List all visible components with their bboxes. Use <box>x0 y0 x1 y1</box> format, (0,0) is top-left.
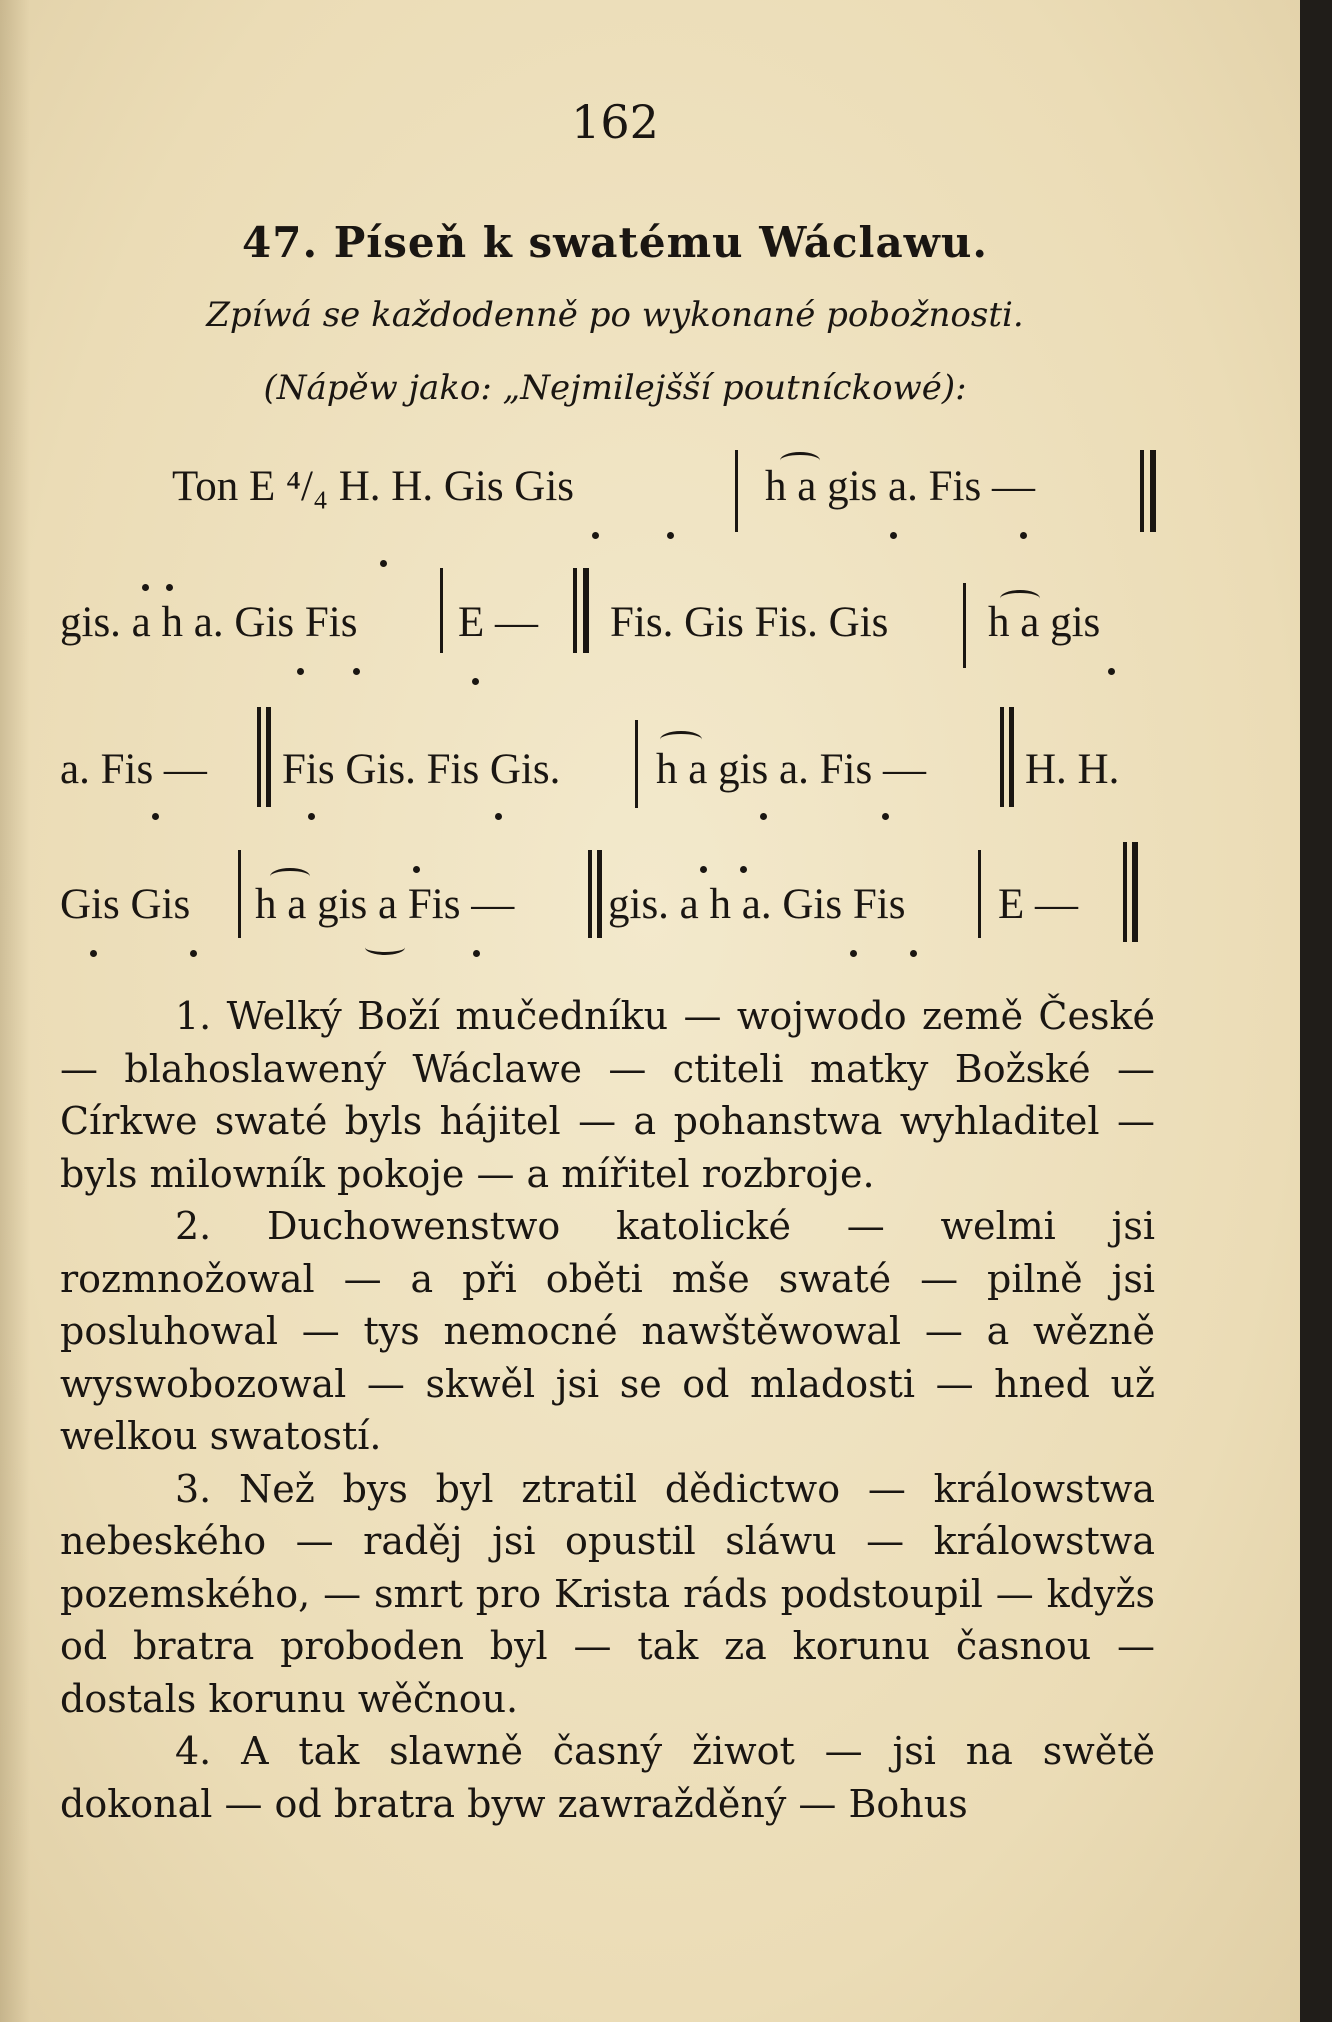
verse-3: 3. Než bys byl ztratil dědictwo — králowstwa nebeského — raděj jsi opustil sláwu — králowstwa pozemského, — smrt pro Krista ráds podstoupil — kdyžs od bratra proboden byl — tak za korunu časnou — dostals korunu wěčnou. <box>60 1466 1155 1721</box>
slur-mark <box>660 731 702 748</box>
notation-segment: H. H. <box>1025 746 1120 793</box>
notation-line-2 <box>60 598 1160 678</box>
song-verses <box>60 990 1155 1830</box>
note-dot <box>413 866 420 873</box>
note-dot <box>473 950 480 957</box>
slur-mark <box>270 868 310 885</box>
note-dot <box>166 584 173 591</box>
notation-segment: h a gis a Fis — <box>255 881 515 928</box>
page-number: 162 <box>571 95 659 149</box>
note-dot <box>90 950 97 957</box>
notation-segment: E — <box>998 881 1079 928</box>
song-title: 47. Píseň k swatému Wáclawu. <box>242 218 988 267</box>
double-bar-line <box>1000 707 1004 807</box>
note-dot <box>592 532 599 539</box>
notation-line-3 <box>60 745 1160 825</box>
notation-segment: Fis Gis. Fis Gis. <box>282 746 561 793</box>
note-dot <box>667 532 674 539</box>
notation-segment: gis. a h a. Gis Fis <box>608 881 906 928</box>
notation-segment: E — <box>458 599 539 646</box>
double-bar-line <box>1150 450 1156 532</box>
notation-segment: h a gis <box>988 599 1101 646</box>
note-dot <box>495 813 502 820</box>
notation-line-4 <box>60 880 1160 960</box>
bar-line <box>238 850 241 938</box>
verse-4: 4. A tak slawně časný žiwot — jsi na swětě dokonal — od bratra byw zawražděný — Bohus <box>60 1729 1155 1826</box>
double-bar-line <box>1009 707 1014 807</box>
note-dot <box>700 866 707 873</box>
double-bar-line <box>583 568 589 653</box>
notation-segment: gis. a h a. Gis Fis <box>60 599 358 646</box>
note-dot <box>760 813 767 820</box>
double-bar-line <box>597 850 602 938</box>
double-bar-line <box>1123 842 1127 942</box>
note-dot <box>353 668 360 675</box>
notation-segment: a. Fis — <box>60 746 207 793</box>
notation-segment: Fis. Gis Fis. Gis <box>610 599 889 646</box>
double-bar-line <box>573 568 577 653</box>
note-dot <box>1108 668 1115 675</box>
notation-line-1 <box>60 462 1160 542</box>
notation-segment: Gis Gis <box>60 881 191 928</box>
bar-line <box>963 583 966 668</box>
note-dot <box>740 866 747 873</box>
verse-2: 2. Duchowenstwo katolické — welmi jsi rozmnožowal — a při oběti mše swaté — pilně jsi posluhowal — tys nemocné nawštěwowal — a wězně wyswobozowal — skwěl jsi se od mladosti — hned už welkou swatostí. <box>60 1204 1155 1458</box>
slur-mark <box>365 940 405 955</box>
note-dot <box>142 584 149 591</box>
notation-segment: Ton E ⁴/₄ H. H. Gis Gis <box>172 463 575 510</box>
page-edge <box>1300 0 1332 2022</box>
bar-line <box>635 720 638 808</box>
double-bar-line <box>1140 450 1144 532</box>
notation-segment: h a gis a. Fis — <box>656 746 926 793</box>
notation-segment: h a gis a. Fis — <box>765 463 1035 510</box>
note-dot <box>190 950 197 957</box>
note-dot <box>890 532 897 539</box>
note-dot <box>1020 532 1027 539</box>
song-subtitle: Zpíwá se každodenně po wykonané pobožnosti. <box>206 295 1024 335</box>
note-dot <box>850 950 857 957</box>
melody-note: (Nápěw jako: „Nejmilejšší poutníckowé): <box>263 368 967 408</box>
note-dot <box>910 950 917 957</box>
note-dot <box>308 813 315 820</box>
bar-line <box>735 450 738 532</box>
bar-line <box>978 850 981 938</box>
note-dot <box>472 678 479 685</box>
note-dot <box>380 560 387 567</box>
double-bar-line <box>257 707 261 807</box>
slur-mark <box>780 452 820 469</box>
note-dot <box>297 668 304 675</box>
double-bar-line <box>266 707 271 807</box>
note-dot <box>882 813 889 820</box>
slur-mark <box>1000 590 1040 607</box>
note-dot <box>152 813 159 820</box>
verse-1: 1. Welký Boží mučedníku — wojwodo země České — blahoslawený Wáclawe — ctiteli matky Božské — Církwe swaté byls hájitel — a pohanstwa wyhladitel — byls milowník pokoje — a mířitel rozbroje. <box>60 994 1155 1196</box>
double-bar-line <box>1132 842 1138 942</box>
bar-line <box>440 568 443 653</box>
double-bar-line <box>588 850 592 938</box>
